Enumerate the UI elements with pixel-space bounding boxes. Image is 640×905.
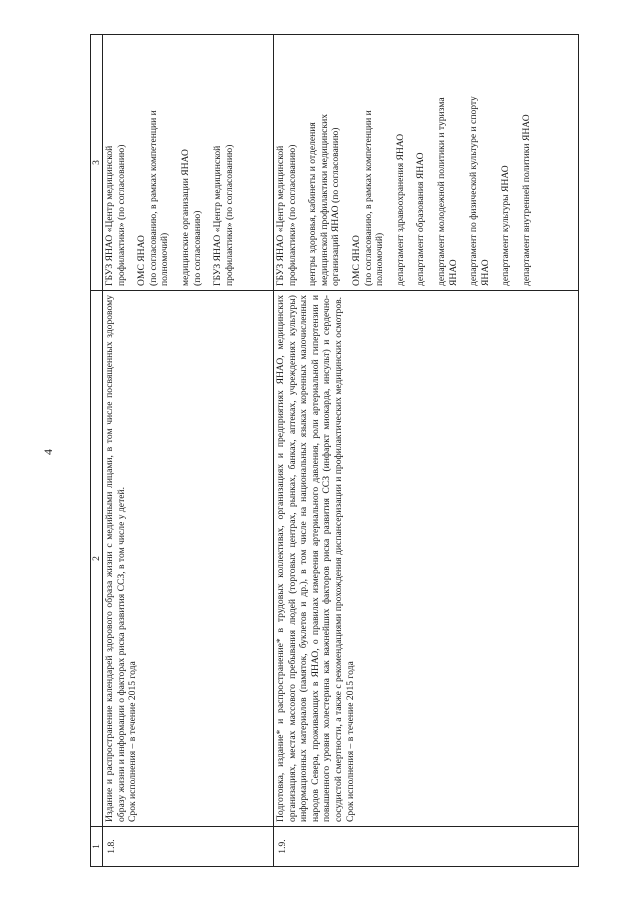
responsible-line: ГБУЗ ЯНАО «Центр медицинской bbox=[212, 145, 224, 286]
responsible-item bbox=[307, 39, 342, 286]
responsible-item bbox=[275, 39, 298, 286]
table-row bbox=[274, 35, 579, 867]
responsible-item bbox=[136, 39, 171, 286]
responsible-line: медицинские организации ЯНАО bbox=[179, 149, 191, 286]
header-col-2: 2 bbox=[91, 291, 103, 827]
row-number: 1.8. bbox=[103, 827, 274, 867]
responsible-item bbox=[415, 39, 427, 286]
responsible-line: департамент молодежной политики и туризма bbox=[435, 97, 447, 286]
responsible-line: центры здоровья, кабинеты и отделения bbox=[307, 122, 319, 286]
table-header-row bbox=[91, 35, 103, 867]
rotated-table-wrapper bbox=[90, 35, 580, 867]
responsible-line: профилактики» (по согласованию) bbox=[223, 144, 235, 286]
row-responsible-cell bbox=[274, 35, 579, 291]
table-row bbox=[103, 35, 274, 867]
responsible-line: ЯНАО bbox=[479, 259, 491, 286]
page-number: 4 bbox=[41, 449, 55, 455]
responsible-line: полномочий) bbox=[159, 232, 171, 286]
responsible-line: департамент внутренней политики ЯНАО bbox=[520, 114, 532, 286]
responsible-line: департамент образования ЯНАО bbox=[415, 152, 427, 286]
responsible-line: ОМС ЯНАО bbox=[136, 235, 148, 286]
responsible-line: ЯНАО bbox=[447, 259, 459, 286]
responsible-item bbox=[395, 39, 407, 286]
responsible-item bbox=[104, 39, 127, 286]
responsible-line: профилактики» (по согласованию) bbox=[115, 144, 127, 286]
row-number: 1.9. bbox=[274, 827, 579, 867]
responsible-line: (по согласованию, в рамках компетенции и bbox=[147, 110, 159, 286]
responsible-line: ОМС ЯНАО bbox=[350, 235, 362, 286]
responsible-item bbox=[212, 39, 235, 286]
responsible-item bbox=[500, 39, 512, 286]
row-description-cell bbox=[103, 291, 274, 827]
row-description: Издание и распространение календарей здорового образа жизни с медийными лицами, в том числе посвященных здоровому образу жизни и информации о факторах риска развития ССЗ, в том числе у детей. bbox=[104, 295, 127, 822]
responsible-item bbox=[436, 39, 459, 286]
responsible-line: полномочий) bbox=[374, 232, 386, 286]
row-deadline: Срок исполнения – в течение 2015 года bbox=[127, 661, 139, 822]
row-description-cell bbox=[274, 291, 579, 827]
responsible-line: организаций ЯНАО (по согласованию) bbox=[330, 127, 342, 286]
row-deadline: Срок исполнения – в течение 2015 года bbox=[344, 661, 356, 822]
responsible-line: департамент здравоохранения ЯНАО bbox=[394, 133, 406, 286]
row-description: Подготовка, издание* и распространение* в трудовых коллективах, организациях и предприятиях ЯНАО, медицинских организациях, местах массового пребывания людей (торговых центрах, рынках, банках, аптеках, учреждениях культуры) информационных материалов (памяток, буклетов и др.), в том числе на национальных языках коренных малочисленных народов Севера, проживающих в ЯНАО, о правилах измерения артериального давления, роли артериальной гипертензии и повышенного уровня холестерина как важнейших факторов риска развития ССЗ (инфаркт миокарда, инсульт) и сердечно-сосудистой смертности, а также с рекомендациями прохождения диспансеризации и профилактических медицинских осмотров. bbox=[275, 295, 344, 822]
responsible-line: ГБУЗ ЯНАО «Центр медицинской bbox=[104, 145, 115, 286]
responsible-item bbox=[468, 39, 491, 286]
header-col-3: 3 bbox=[91, 35, 103, 291]
responsible-line: (по согласованию, в рамках компетенции и bbox=[362, 110, 374, 286]
responsible-item bbox=[351, 39, 386, 286]
row-responsible-cell bbox=[103, 35, 274, 291]
responsible-item bbox=[521, 39, 533, 286]
responsible-line: профилактики» (по согласованию) bbox=[286, 144, 298, 286]
responsible-line: департамент культуры ЯНАО bbox=[500, 165, 512, 286]
responsible-line: (по согласованию) bbox=[191, 210, 203, 286]
measures-table bbox=[90, 34, 579, 867]
responsible-line: департамент по физической культуре и спорту bbox=[468, 96, 480, 286]
responsible-item bbox=[180, 39, 203, 286]
responsible-line: ГБУЗ ЯНАО «Центр медицинской bbox=[275, 145, 286, 286]
header-col-1: 1 bbox=[91, 827, 103, 867]
responsible-line: медицинской профилактики медицинских bbox=[318, 113, 330, 286]
